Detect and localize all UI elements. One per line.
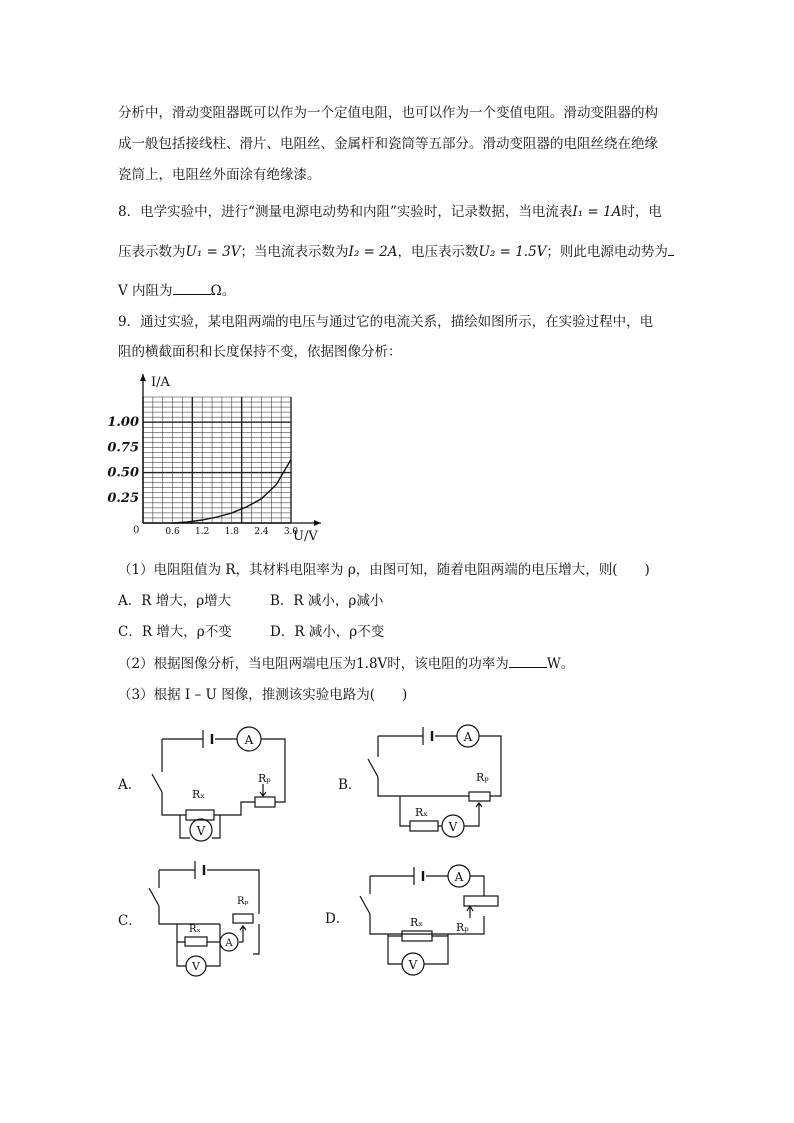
- circuit-d-label[interactable]: D．: [325, 911, 350, 927]
- x-tick-label: 2.4: [254, 527, 269, 537]
- x-tick-label: 3.0: [283, 527, 299, 537]
- intro-line-3: 瓷筒上，电阻丝外面涂有绝缘漆。: [118, 167, 321, 183]
- y-axis-arrow-icon: [140, 374, 146, 381]
- sub2-text: （2）根据图像分析，当电阻两端电压为1.8V时，该电阻的功率为: [118, 656, 509, 672]
- chart-grid: [143, 397, 291, 523]
- x-axis-arrow-icon: [314, 520, 321, 526]
- ammeter-label: A: [454, 870, 464, 884]
- emf-blank[interactable]: [668, 243, 674, 256]
- voltmeter-label: V: [192, 960, 200, 973]
- intro-line-2: 成一般包括接线柱、滑片、电阻丝、金属杆和瓷筒等五部分。滑动变阻器的电阻丝绕在绝缘: [118, 136, 658, 152]
- switch-lever: [368, 759, 378, 777]
- circuit-a-label[interactable]: A．: [118, 777, 142, 793]
- ammeter-label: A: [463, 730, 473, 744]
- y-tick-label: 0.75: [107, 440, 139, 456]
- switch-lever: [152, 774, 162, 792]
- voltmeter-label: V: [196, 824, 206, 838]
- circuit-c[interactable]: [145, 856, 275, 981]
- rx-label: Rₓ: [189, 924, 201, 935]
- q8-text: ，电压表示数: [397, 244, 479, 260]
- rx-resistor: [402, 931, 432, 941]
- rx-resistor: [410, 821, 438, 831]
- circuit-b-label[interactable]: B．: [338, 777, 362, 793]
- x-tick-label: 1.8: [224, 527, 239, 537]
- q8-u2: U₂ = 1.5V: [478, 244, 547, 260]
- origin-label: 0: [133, 525, 140, 536]
- q8-i1: I₁ = 1A: [572, 204, 622, 220]
- power-blank[interactable]: [509, 655, 547, 668]
- rp-label: Rₚ: [258, 772, 271, 785]
- q8-text: 8．电学实验中，进行“测量电源电动势和内阻”实验时，记录数据，当电流表: [118, 204, 573, 220]
- circuit-d[interactable]: [352, 858, 512, 983]
- ammeter-label: A: [244, 733, 254, 747]
- q8-line-3: [118, 282, 235, 300]
- sub2-text: W。: [546, 656, 575, 672]
- rp-rheostat: [469, 792, 490, 801]
- y-tick-label: 1.00: [107, 415, 139, 431]
- resistance-blank[interactable]: [173, 282, 211, 295]
- rheostat-slider-icon: [467, 906, 473, 918]
- y-axis-label: I/A: [151, 375, 170, 390]
- option-d[interactable]: D．R 减小，ρ不变: [270, 624, 385, 640]
- q8-u1: U₁ = 3V: [185, 244, 241, 260]
- rp-rheostat: [233, 914, 253, 923]
- q8-text: 压表示数为: [118, 244, 186, 260]
- intro-line-1: 分析中，滑动变阻器既可以作为一个定值电阻，也可以作为一个变值电阻。滑动变阻器的构: [118, 105, 658, 121]
- rx-label: Rₓ: [415, 806, 428, 819]
- x-tick-label: 1.2: [195, 527, 210, 537]
- y-tick-label: 0.25: [107, 490, 139, 506]
- iu-chart: [107, 370, 338, 545]
- sub1-stem: （1）电阻阻值为 R，其材料电阻率为 ρ，由图可知，随着电阻两端的电压增大，则( ): [118, 562, 650, 578]
- x-axis-label: U/V: [293, 529, 318, 544]
- x-tick-label: 0.6: [165, 527, 180, 537]
- q8-text: Ω。: [210, 283, 236, 299]
- switch-lever: [149, 888, 159, 906]
- switch-lever: [360, 896, 370, 914]
- q8-line-2: [118, 243, 674, 261]
- ammeter-label: A: [225, 938, 233, 949]
- q9-line-1: 9．通过实验，某电阻两端的电压与通过它的电流关系，描绘如图所示，在实验过程中，电: [118, 314, 654, 330]
- option-a[interactable]: A．R 增大，ρ增大: [118, 593, 232, 609]
- option-b[interactable]: B．R 减小，ρ减小: [270, 593, 384, 609]
- option-c[interactable]: C．R 增大，ρ不变: [118, 624, 232, 640]
- q9-line-2: 阻的横截面积和长度保持不变，依据图像分析：: [118, 344, 402, 360]
- q8-text: 时，电: [621, 204, 662, 220]
- q8-text: ；则此电源电动势为: [546, 244, 668, 260]
- sub3-stem: （3）根据 I – U 图像，推测该实验电路为( ): [118, 687, 408, 703]
- voltmeter-label: V: [408, 958, 418, 972]
- q8-line-1: [118, 203, 662, 221]
- circuit-b[interactable]: [365, 722, 515, 842]
- q8-i2: I₂ = 2A: [348, 244, 398, 260]
- rp-rheostat: [255, 797, 275, 807]
- rx-label: Rₓ: [192, 788, 205, 801]
- rx-label: Rₓ: [410, 916, 423, 929]
- rp-rheostat: [464, 896, 498, 906]
- sub2-stem: [118, 655, 574, 673]
- circuit-a[interactable]: [145, 722, 295, 842]
- q8-text: ；当电流表示数为: [240, 244, 349, 260]
- rp-label: Rₚ: [476, 771, 489, 784]
- voltmeter-label: V: [448, 820, 458, 834]
- q8-text: V 内阻为: [118, 283, 173, 299]
- rheostat-slider-icon: [260, 784, 266, 796]
- circuit-c-label[interactable]: C．: [118, 913, 142, 929]
- chart-ticks: [107, 375, 318, 544]
- rx-resistor: [185, 937, 207, 946]
- rp-label: Rₚ: [237, 896, 249, 907]
- y-tick-label: 0.50: [107, 465, 139, 481]
- rp-label: Rₚ: [456, 921, 469, 934]
